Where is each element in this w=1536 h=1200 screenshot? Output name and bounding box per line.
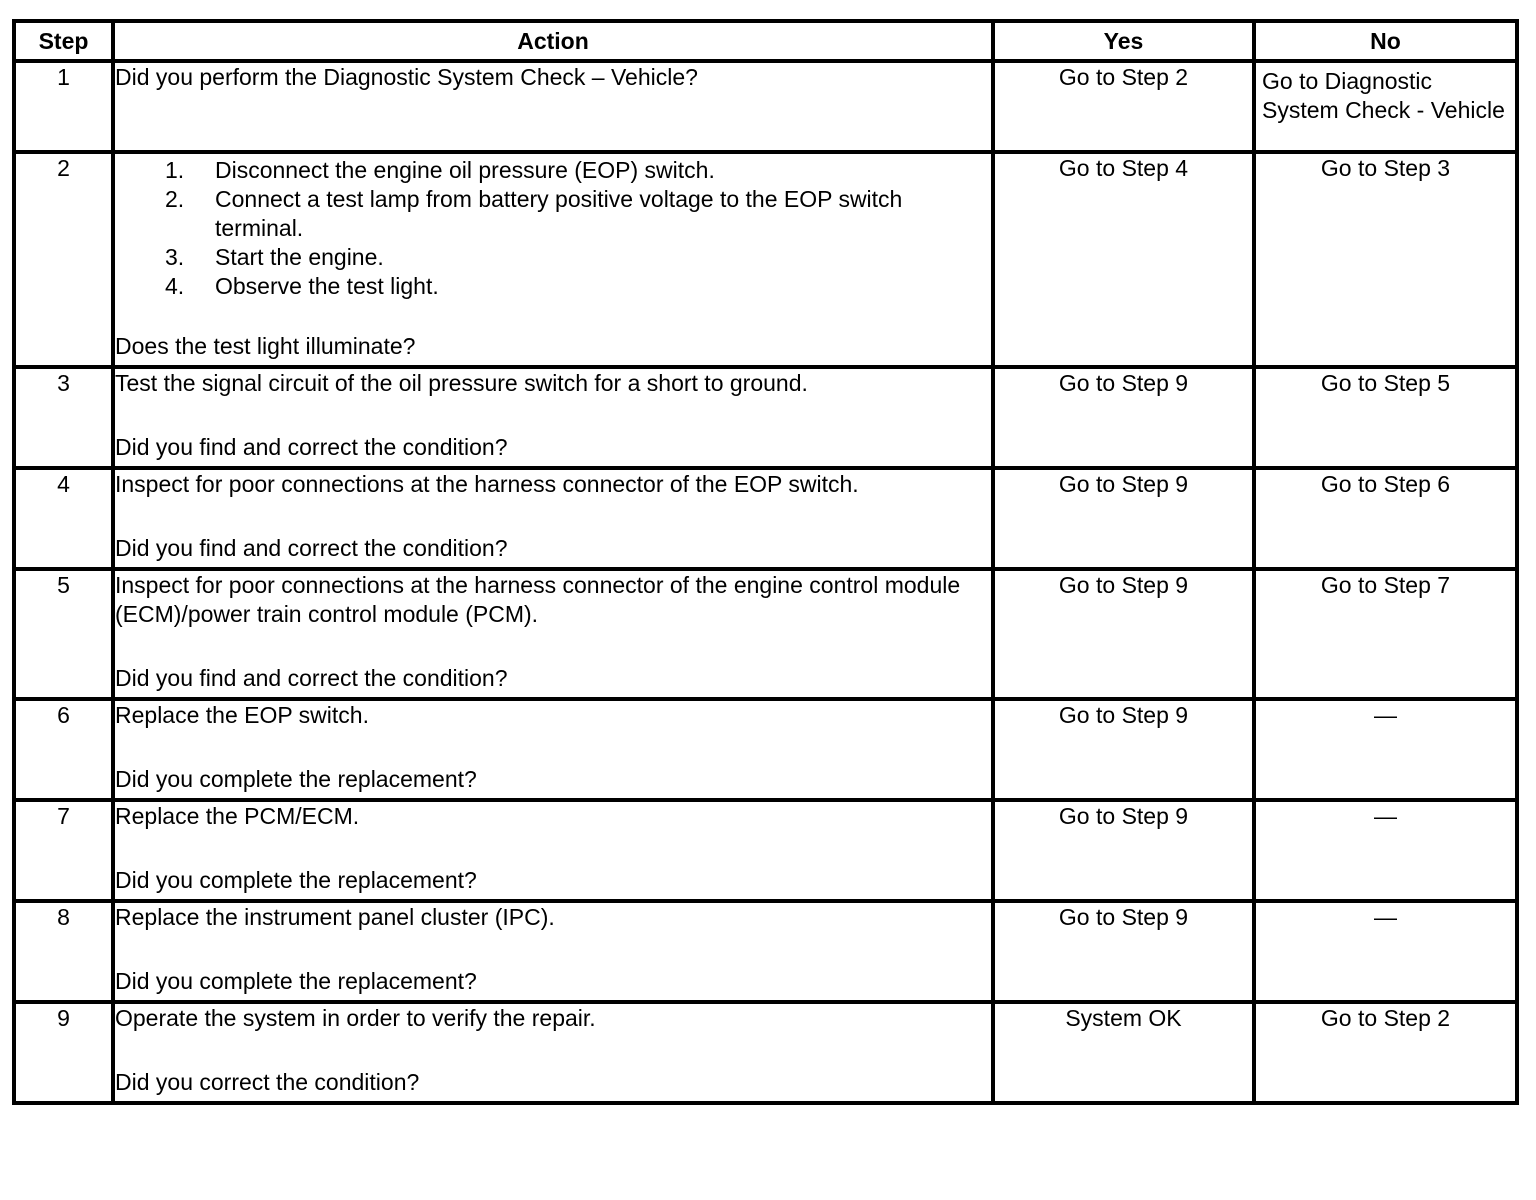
yes-cell: Go to Step 9 (993, 699, 1254, 800)
table-row (14, 1002, 1517, 1103)
no-cell: Go to Step 6 (1254, 468, 1517, 569)
list-item: 3. Start the engine. (165, 244, 384, 270)
action-question: Did you find and correct the condition? (115, 535, 508, 561)
action-question: Does the test light illuminate? (115, 333, 416, 359)
table-row (14, 901, 1517, 1002)
table-row (14, 800, 1517, 901)
step-number: 1 (14, 61, 113, 152)
action-question: Did you find and correct the condition? (115, 434, 508, 460)
action-text: Replace the instrument panel cluster (IPC). (115, 904, 555, 930)
action-text: Replace the EOP switch. (115, 702, 369, 728)
header-step: Step (14, 21, 113, 61)
action-question: Did you complete the replacement? (115, 968, 477, 994)
step-number: 8 (14, 901, 113, 1002)
no-cell: Go to Step 7 (1254, 569, 1517, 699)
table-row (14, 569, 1517, 699)
list-item: 2. Connect a test lamp from battery positive voltage to the EOP switch terminal. (165, 186, 903, 241)
action-cell (113, 699, 993, 800)
action-step-list (115, 156, 991, 301)
action-text: Test the signal circuit of the oil pressure switch for a short to ground. (115, 370, 808, 396)
action-text: Replace the PCM/ECM. (115, 803, 360, 829)
yes-cell: Go to Step 9 (993, 468, 1254, 569)
yes-cell: Go to Step 9 (993, 367, 1254, 468)
step-number: 5 (14, 569, 113, 699)
yes-cell: Go to Step 2 (993, 61, 1254, 152)
yes-cell: System OK (993, 1002, 1254, 1103)
action-text: Operate the system in order to verify the repair. (115, 1005, 596, 1031)
step-number: 7 (14, 800, 113, 901)
diagnostic-table (12, 19, 1519, 1105)
no-cell: — (1254, 901, 1517, 1002)
table-row (14, 152, 1517, 367)
no-cell: Go to Diagnostic System Check - Vehicle (1254, 61, 1517, 152)
action-question: Did you correct the condition? (115, 1069, 420, 1095)
no-cell: Go to Step 2 (1254, 1002, 1517, 1103)
step-number: 9 (14, 1002, 113, 1103)
step-number: 6 (14, 699, 113, 800)
list-item: 4. Observe the test light. (165, 273, 439, 299)
action-cell (113, 468, 993, 569)
action-cell (113, 367, 993, 468)
action-cell (113, 800, 993, 901)
yes-cell: Go to Step 4 (993, 152, 1254, 367)
table-row (14, 61, 1517, 152)
header-row (14, 21, 1517, 61)
step-number: 3 (14, 367, 113, 468)
header-no: No (1254, 21, 1517, 61)
action-text: Did you perform the Diagnostic System Check – Vehicle? (115, 64, 698, 90)
table-row (14, 468, 1517, 569)
action-cell (113, 61, 993, 152)
no-cell: — (1254, 800, 1517, 901)
action-cell (113, 569, 993, 699)
table-row (14, 367, 1517, 468)
yes-cell: Go to Step 9 (993, 800, 1254, 901)
step-number: 4 (14, 468, 113, 569)
step-number: 2 (14, 152, 113, 367)
action-question: Did you complete the replacement? (115, 766, 477, 792)
action-cell (113, 152, 993, 367)
action-text: Inspect for poor connections at the harness connector of the engine control module (ECM)/power train control module (PCM). (115, 572, 961, 627)
no-cell: — (1254, 699, 1517, 800)
action-text: Inspect for poor connections at the harness connector of the EOP switch. (115, 471, 859, 497)
list-item: 1. Disconnect the engine oil pressure (EOP) switch. (165, 157, 715, 183)
no-cell: Go to Step 5 (1254, 367, 1517, 468)
header-yes: Yes (993, 21, 1254, 61)
yes-cell: Go to Step 9 (993, 569, 1254, 699)
table-row (14, 699, 1517, 800)
action-cell (113, 901, 993, 1002)
action-question: Did you find and correct the condition? (115, 665, 508, 691)
action-question: Did you complete the replacement? (115, 867, 477, 893)
header-action: Action (113, 21, 993, 61)
action-cell (113, 1002, 993, 1103)
yes-cell: Go to Step 9 (993, 901, 1254, 1002)
no-cell: Go to Step 3 (1254, 152, 1517, 367)
